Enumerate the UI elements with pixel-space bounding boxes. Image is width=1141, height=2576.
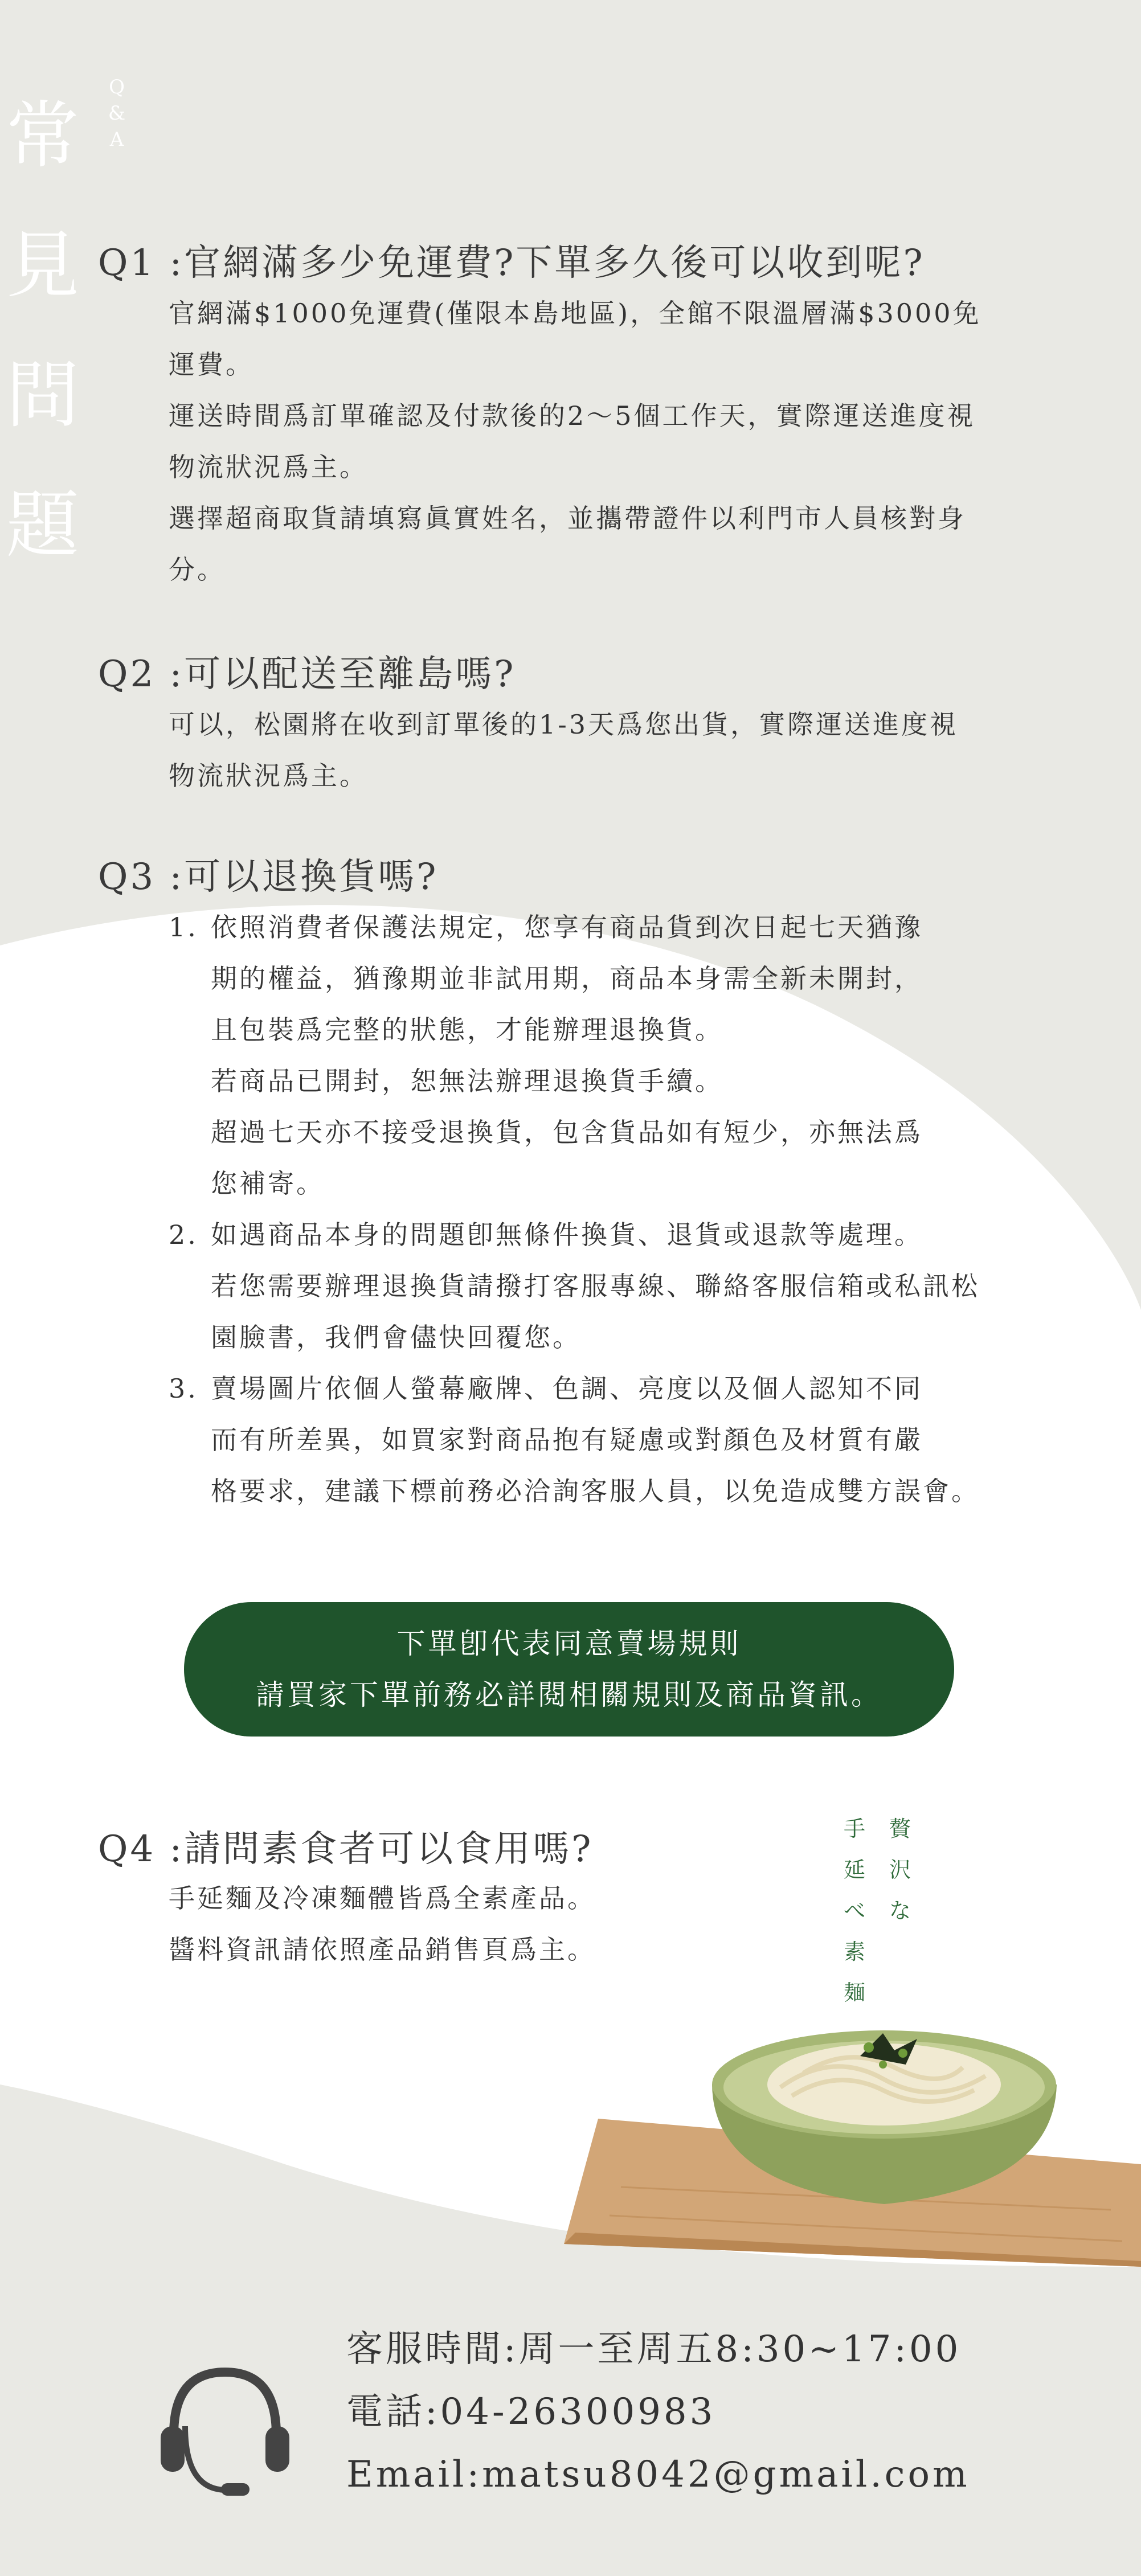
- banner-line-2: 請買家下單前務必詳閱相關規則及商品資訊。: [256, 1678, 882, 1711]
- list-item: 1. 依照消費者保護法規定，您享有商品貨到次日起七天猶豫 期的權益，猶豫期並非試用期，商品本身需全新未開封， 且包裝爲完整的狀態，才能辦理退換貨。 若商品已開封，恕無法辦理退換貨手續。 超過七天亦不接受退換貨，包含貨品如有短少，亦無法爲 您補寄。: [169, 912, 923, 1199]
- page-title: 常 見 問 題: [6, 93, 79, 568]
- qa-tag: Q & A: [108, 76, 126, 151]
- list-item: 2. 如遇商品本身的問題卽無條件換貨、退貨或退款等處理。 若您需要辦理退換貨請撥打客服專線、聯絡客服信箱或私訊松 園臉書，我們會儘快回覆您。: [169, 1219, 980, 1353]
- service-hours: 客服時間:周一至周五8:30~17:00: [346, 2328, 962, 2370]
- banner-line-1: 下單卽代表同意賣場規則: [396, 1627, 742, 1660]
- headset-icon: [154, 2358, 296, 2500]
- product-tag-col-2: 手 延 べ 素 麺: [843, 1816, 865, 2005]
- contact-info: [346, 2318, 970, 2506]
- q3-answer-list: [169, 902, 1091, 1517]
- noodle-bowl-image: [564, 2016, 1141, 2267]
- phone-number: 電話:04-26300983: [346, 2391, 716, 2433]
- q2-answer: 可以，松園將在收到訂單後的1-3天爲您出貨，實際運送進度視 物流狀況爲主。: [169, 709, 959, 791]
- q3-heading: Q3 :可以退換貨嗎?: [98, 856, 439, 898]
- product-tag-col-1: 贅 沢 な: [889, 1816, 911, 1923]
- email-address: Email:matsu8042@gmail.com: [346, 2454, 970, 2496]
- q1-heading: Q1 :官網滿多少免運費?下單多久後可以收到呢?: [98, 242, 925, 284]
- q4-answer: 手延麵及冷凍麵體皆爲全素產品。 醬料資訊請依照產品銷售頁爲主。: [169, 1883, 596, 1965]
- rules-banner: [184, 1602, 954, 1737]
- q1-answer: 官網滿$1000免運費(僅限本島地區)，全館不限溫層滿$3000免 運費。 運送時間爲訂單確認及付款後的2～5個工作天，實際運送進度視 物流狀況爲主。 選擇超商取貨請填寫眞實姓名，並攜帶證件以利門市人員核對身 分。: [169, 298, 981, 585]
- q2-heading: Q2 :可以配送至離島嗎?: [98, 653, 516, 695]
- list-item: 3. 賣場圖片依個人螢幕廠牌、色調、亮度以及個人認知不同 而有所差異，如買家對商品抱有疑慮或對顏色及材質有嚴 格要求，建議下標前務必洽詢客服人員，以免造成雙方誤會。: [169, 1373, 980, 1506]
- q4-heading: Q4 :請問素食者可以食用嗎?: [98, 1828, 594, 1870]
